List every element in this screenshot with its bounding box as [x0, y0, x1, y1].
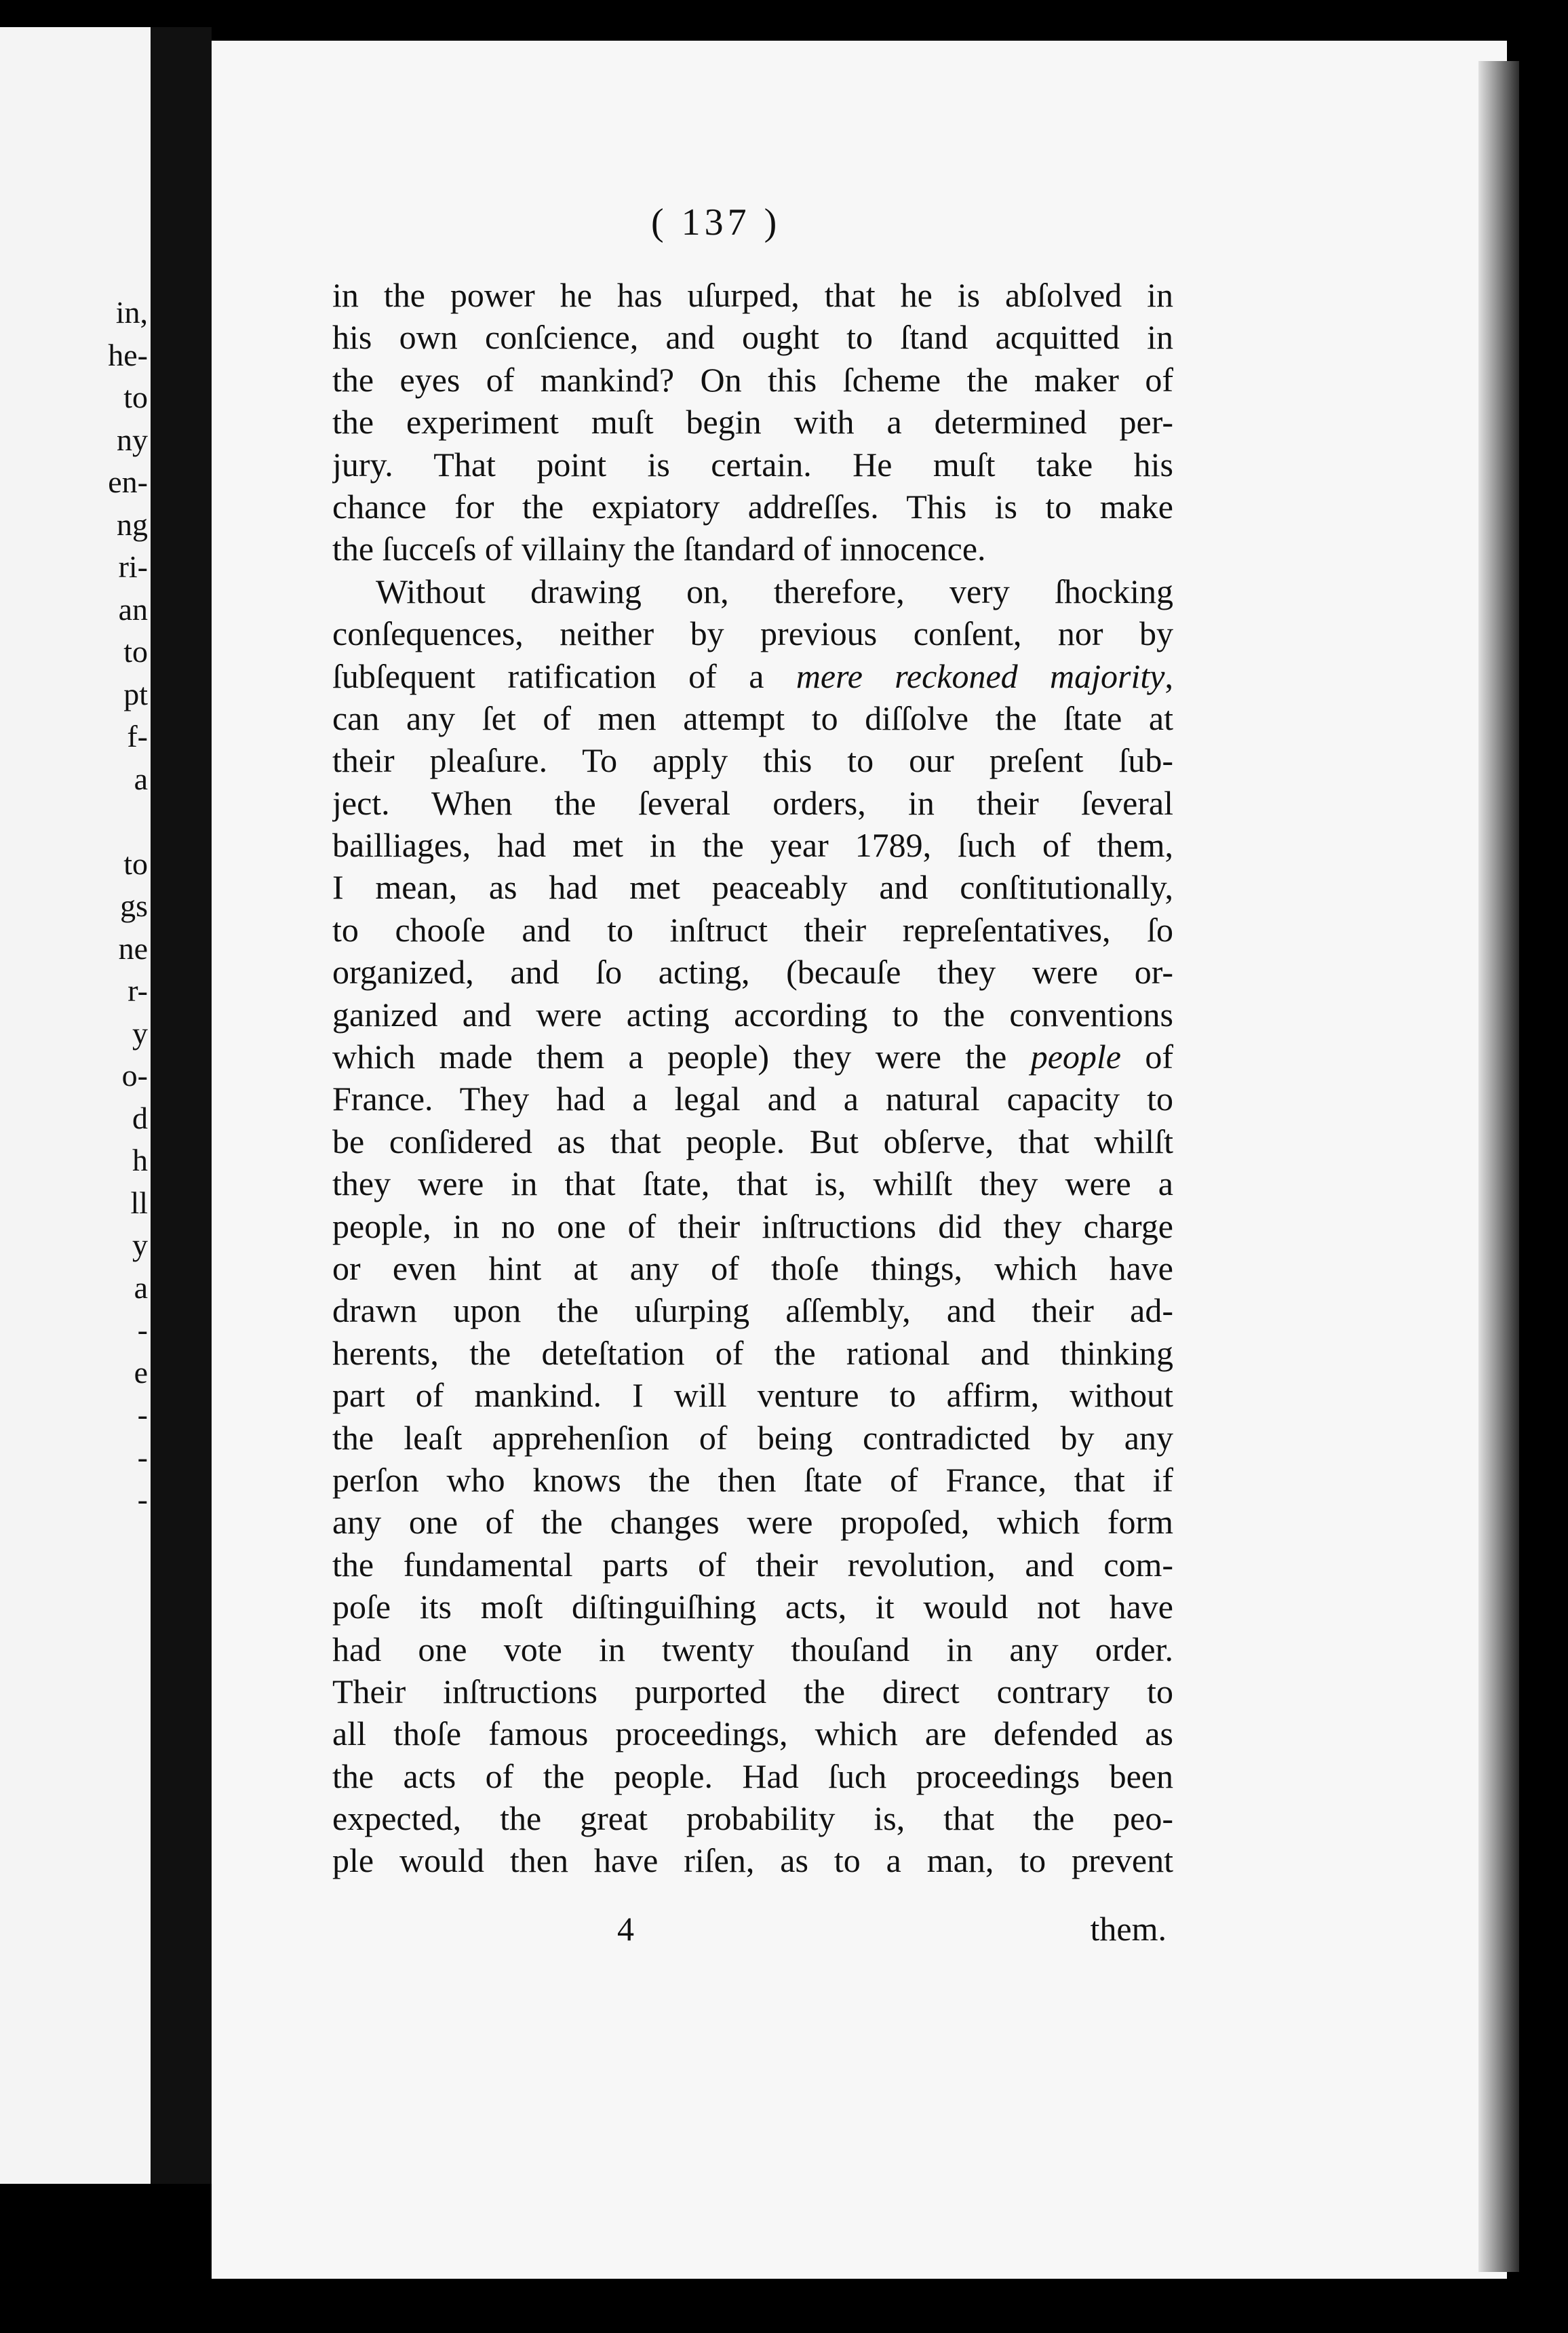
- text-line: France. They had a legal and a natural capacity to: [332, 1080, 1173, 1118]
- text-line: organized, and ſo acting, (becauſe they were or-: [332, 953, 1173, 992]
- signature-mark: 4: [617, 1910, 634, 1948]
- left-fragment: ll: [130, 1185, 148, 1220]
- left-fragment: ng: [117, 507, 148, 542]
- text-line-segment: ſubſequent ratification of a: [332, 656, 796, 695]
- left-fragment: gs: [120, 888, 148, 923]
- text-line: ganized and were acting according to the conventions: [332, 995, 1173, 1034]
- text-line: the ſucceſs of villainy the ſtandard of innocence.: [332, 530, 986, 568]
- text-line: part of mankind. I will venture to affirm, without: [332, 1376, 1173, 1415]
- text-line: perſon who knows the then ſtate of France, that if: [332, 1460, 1173, 1499]
- page-number: ( 137 ): [651, 201, 781, 243]
- text-line: conſequences, neither by previous conſent, nor by: [332, 614, 1173, 653]
- left-fragment: f-: [127, 719, 148, 753]
- text-line: the eyes of mankind? On this ſcheme the maker of: [332, 360, 1173, 399]
- left-fragment: ny: [117, 422, 148, 457]
- text-line: chance for the expiatory addreſſes. This is to make: [332, 487, 1173, 526]
- text-line: ple would then have riſen, as to a man, to prevent: [332, 1841, 1173, 1880]
- italic-phrase: mere reckoned majority: [796, 656, 1165, 695]
- text-line: jury. That point is certain. He muſt take his: [332, 445, 1173, 484]
- page-footer: [332, 1909, 1167, 1950]
- left-fragment: y: [132, 1228, 148, 1262]
- text-line: herents, the deteſtation of the rational and thinking: [332, 1333, 1173, 1372]
- text-line: [332, 1036, 1173, 1078]
- left-fragment: to: [123, 380, 148, 414]
- text-line: they were in that ſtate, that is, whilſt they were a: [332, 1164, 1173, 1203]
- italic-phrase: people: [1030, 1038, 1121, 1076]
- left-fragment: -: [137, 1312, 148, 1347]
- text-line: his own conſcience, and ought to ſtand acquitted in: [332, 318, 1173, 357]
- left-fragment: y: [132, 1015, 148, 1051]
- text-line: the acts of the people. Had ſuch proceedings been: [332, 1757, 1173, 1795]
- text-line: expected, the great probability is, that the peo-: [332, 1799, 1173, 1838]
- text-line: the experiment muſt begin with a determined per-: [332, 403, 1173, 442]
- text-line: I mean, as had met peaceably and conſtitutionally,: [332, 868, 1173, 907]
- left-fragment: -: [137, 1397, 148, 1432]
- text-line: the fundamental parts of their revolution, and com-: [332, 1545, 1173, 1584]
- text-line: ject. When the ſeveral orders, in their ſeveral: [332, 783, 1173, 822]
- left-fragment: pt: [123, 676, 148, 711]
- text-line: had one vote in twenty thouſand in any order.: [332, 1630, 1173, 1668]
- left-fragment: a: [134, 761, 148, 796]
- left-page: [0, 27, 151, 2184]
- left-fragment: h: [132, 1143, 148, 1177]
- left-fragment: [12, 800, 148, 843]
- left-fragment: a: [134, 1270, 148, 1305]
- left-fragment: en-: [108, 465, 148, 499]
- left-fragment: an: [118, 591, 148, 627]
- left-fragment: d: [132, 1100, 148, 1135]
- left-fragment: to: [123, 846, 148, 881]
- text-line: in the power he has uſurped, that he is abſolved in: [332, 276, 1173, 314]
- left-fragment: o-: [121, 1058, 148, 1093]
- left-fragment: r-: [128, 973, 148, 1008]
- text-line: [332, 655, 1173, 697]
- text-line: poſe its moſt diſtinguiſhing acts, it would not have: [332, 1588, 1173, 1626]
- catchword: them.: [1090, 1910, 1167, 1948]
- text-line-segment: ,: [1164, 656, 1173, 695]
- text-line: any one of the changes were propoſed, which form: [332, 1503, 1173, 1542]
- text-line-segment: of: [1121, 1038, 1173, 1076]
- left-fragment: e: [134, 1354, 148, 1390]
- text-line: people, in no one of their inſtructions did they charge: [332, 1207, 1173, 1245]
- text-line: the leaſt apprehenſion of being contradicted by any: [332, 1418, 1173, 1457]
- left-fragment: ne: [118, 930, 148, 966]
- left-fragment: to: [123, 634, 148, 669]
- text-line: Their inſtructions purported the direct contrary to: [332, 1672, 1173, 1710]
- text-line: be conſidered as that people. But obſerve, that whilſt: [332, 1122, 1173, 1160]
- text-line: or even hint at any of thoſe things, which have: [332, 1249, 1173, 1287]
- body-text: [332, 274, 1173, 1882]
- text-line-segment: which made them a people) they were the: [332, 1038, 1031, 1076]
- text-line: to chooſe and to inſtruct their repreſentatives, ſo: [332, 910, 1173, 949]
- left-fragment: in,: [115, 295, 148, 330]
- text-line: all thoſe famous proceedings, which are defended as: [332, 1714, 1173, 1753]
- page-edge-shadow: [1478, 61, 1519, 2272]
- text-line: bailliages, had met in the year 1789, ſuch of them,: [332, 826, 1173, 865]
- left-fragment: -: [137, 1439, 148, 1474]
- left-fragment: he-: [108, 337, 148, 372]
- left-fragment: -: [137, 1482, 148, 1516]
- left-page-fragments: [12, 292, 148, 1521]
- book-gutter: [151, 27, 212, 2184]
- text-line: their pleaſure. To apply this to our preſent ſub-: [332, 741, 1173, 780]
- text-line: Without drawing on, therefore, very ſhocking: [376, 572, 1173, 610]
- text-line: can any ſet of men attempt to diſſolve the ſtate at: [332, 699, 1173, 737]
- left-fragment: ri-: [118, 549, 148, 584]
- text-line: drawn upon the uſurping aſſembly, and their ad-: [332, 1291, 1173, 1330]
